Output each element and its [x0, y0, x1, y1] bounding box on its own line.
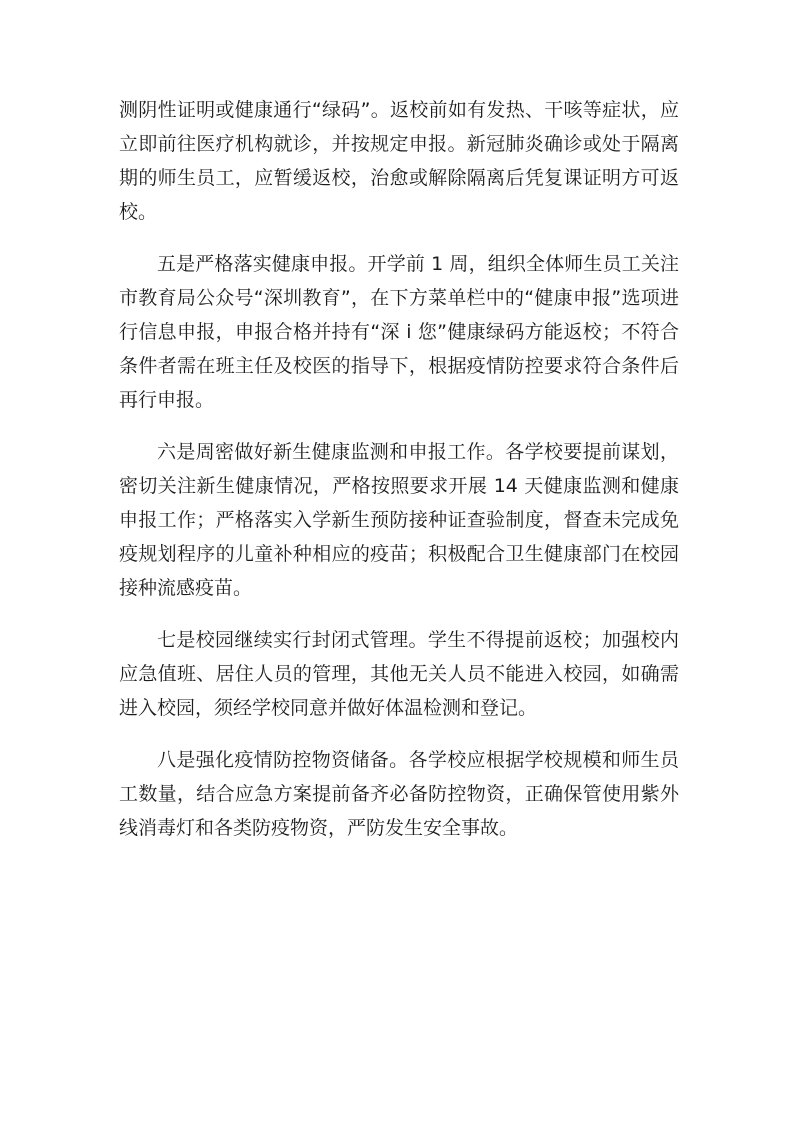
paragraph-item-seven: 七是校园继续实行封闭式管理。学生不得提前返校；加强校内应急值班、居住人员的管理，其他无关人员不能进入校园，如确需进入校园，须经学校同意并做好体温检测和登记。	[119, 629, 679, 719]
paragraph-item-six: 六是周密做好新生健康监测和申报工作。各学校要提前谋划，密切关注新生健康情况，严格按照要求开展 14 天健康监测和健康申报工作；严格落实入学新生预防接种证查验制度，督查未完成免疫规划程序的儿童补种相应的疫苗；积极配合卫生健康部门在校园接种流感疫苗。	[119, 441, 679, 599]
paragraph-item-eight: 八是强化疫情防控物资储备。各学校应根据学校规模和师生员工数量，结合应急方案提前备齐必备防控物资，正确保管使用紫外线消毒灯和各类防疫物资，严防发生安全事故。	[119, 749, 679, 839]
paragraph-item-five: 五是严格落实健康申报。开学前 1 周，组织全体师生员工关注市教育局公众号“深圳教育”，在下方菜单栏中的“健康申报”选项进行信息申报，申报合格并持有“深 i 您”健康绿码方能返校；不符合条件者需在班主任及校医的指导下，根据疫情防控要求符合条件后再行申报。	[119, 253, 679, 411]
document-body	[119, 93, 679, 845]
paragraph-continuation: 测阴性证明或健康通行“绿码”。返校前如有发热、干咳等症状，应立即前往医疗机构就诊，并按规定申报。新冠肺炎确诊或处于隔离期的师生员工，应暂缓返校，治愈或解除隔离后凭复课证明方可返校。	[119, 99, 679, 223]
